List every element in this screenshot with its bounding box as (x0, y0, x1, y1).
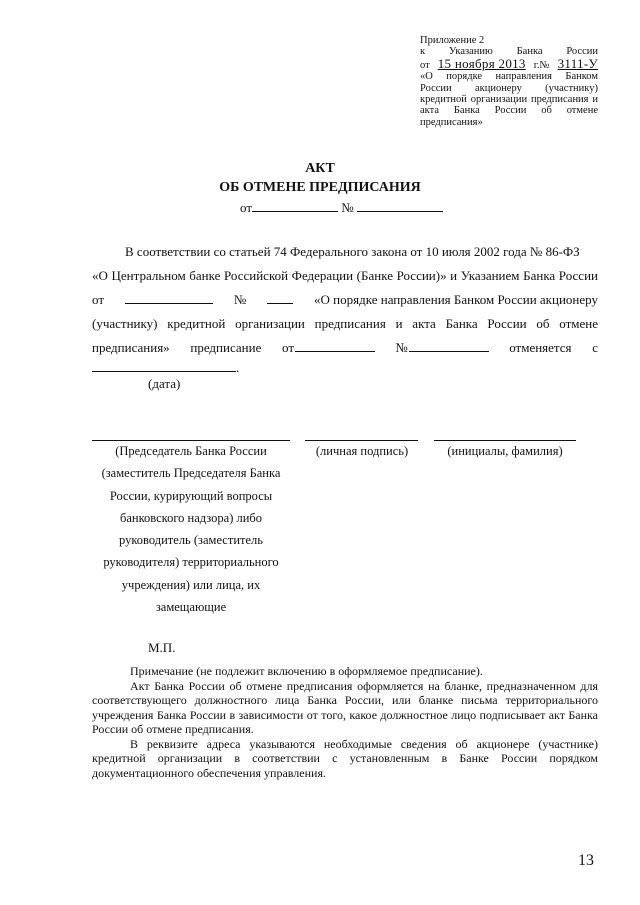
doc-subtitle: ОБ ОТМЕНЕ ПРЕДПИСАНИЯ (219, 180, 421, 195)
note-paragraph-2: В реквизите адреса указываются необходимые сведения об акционере (участнике) кредитной организации в соответствии с установленным в Банке России порядком документационного обеспечения управления. (92, 736, 598, 780)
body-line-1: В соответствии со статьей 74 Федерального закона от 10 июля 2002 года № 86-ФЗ (125, 244, 580, 259)
title-date-number-line: от № (240, 200, 443, 216)
order-number-blank (267, 293, 293, 304)
body-line-3: от № «О порядке направления Банком России акционеру (92, 292, 598, 307)
personal-signature-caption: (личная подпись) (315, 444, 409, 458)
note-heading: Примечание (не подлежит включению в оформляемое предписание). (130, 664, 483, 678)
date-caption: (дата) (148, 376, 181, 391)
note-block (92, 664, 598, 780)
doc-title: АКТ (305, 161, 335, 176)
body-line-2: «О Центральном банке Российской Федерации (Банке России)» и Указанием Банка России (92, 268, 598, 283)
body-line-6: . (92, 356, 239, 380)
appendix-to-line: к Указанию Банка России (420, 46, 598, 58)
stamp-placeholder: М.П. (148, 640, 176, 655)
appendix-block: Приложение 2 к Указанию Банка России от 15 ноября 2013 г.№ 3111-У «О порядке направления Банком России акционеру (участнику) кредитной организации предписания и акта Банка России об отмене предписания» (420, 35, 598, 128)
body-line-5: предписания» предписание от № отменяется с (92, 340, 598, 355)
body-line-4: (участнику) кредитной организации предписания и акта Банка России об отмене (92, 316, 598, 331)
prescription-number-blank (409, 341, 489, 352)
note-paragraph-1: Акт Банка России об отмене предписания оформляется на бланке, предназначенном для соответствующего должностного лица Банка России, или бланке письма территориального учреждения Банка России в зависимости от того, какое должностное лицо подписывает акт Банка России об отмене предписания. (92, 678, 598, 736)
page-number: 13 (578, 852, 594, 869)
prescription-date-blank (295, 341, 375, 352)
appendix-title: Приложение 2 (420, 35, 485, 46)
chairman-caption: (Председатель Банка России (заместитель Председателя Банка России, курирующий вопросы банковского надзора) либо руководитель (заместитель руководителя) территориального учреждения) или лица, их замещающие (101, 444, 281, 615)
cancel-date-blank (92, 361, 236, 372)
number-blank (357, 201, 443, 212)
appendix-date-line: от 15 ноября 2013 г.№ 3111-У (420, 55, 598, 71)
order-date-blank (125, 293, 213, 304)
appendix-date: 15 ноября 2013 (437, 55, 526, 71)
date-blank (252, 201, 338, 212)
initials-caption: (инициалы, фамилия) (447, 444, 563, 458)
appendix-number: 3111-У (557, 55, 598, 71)
